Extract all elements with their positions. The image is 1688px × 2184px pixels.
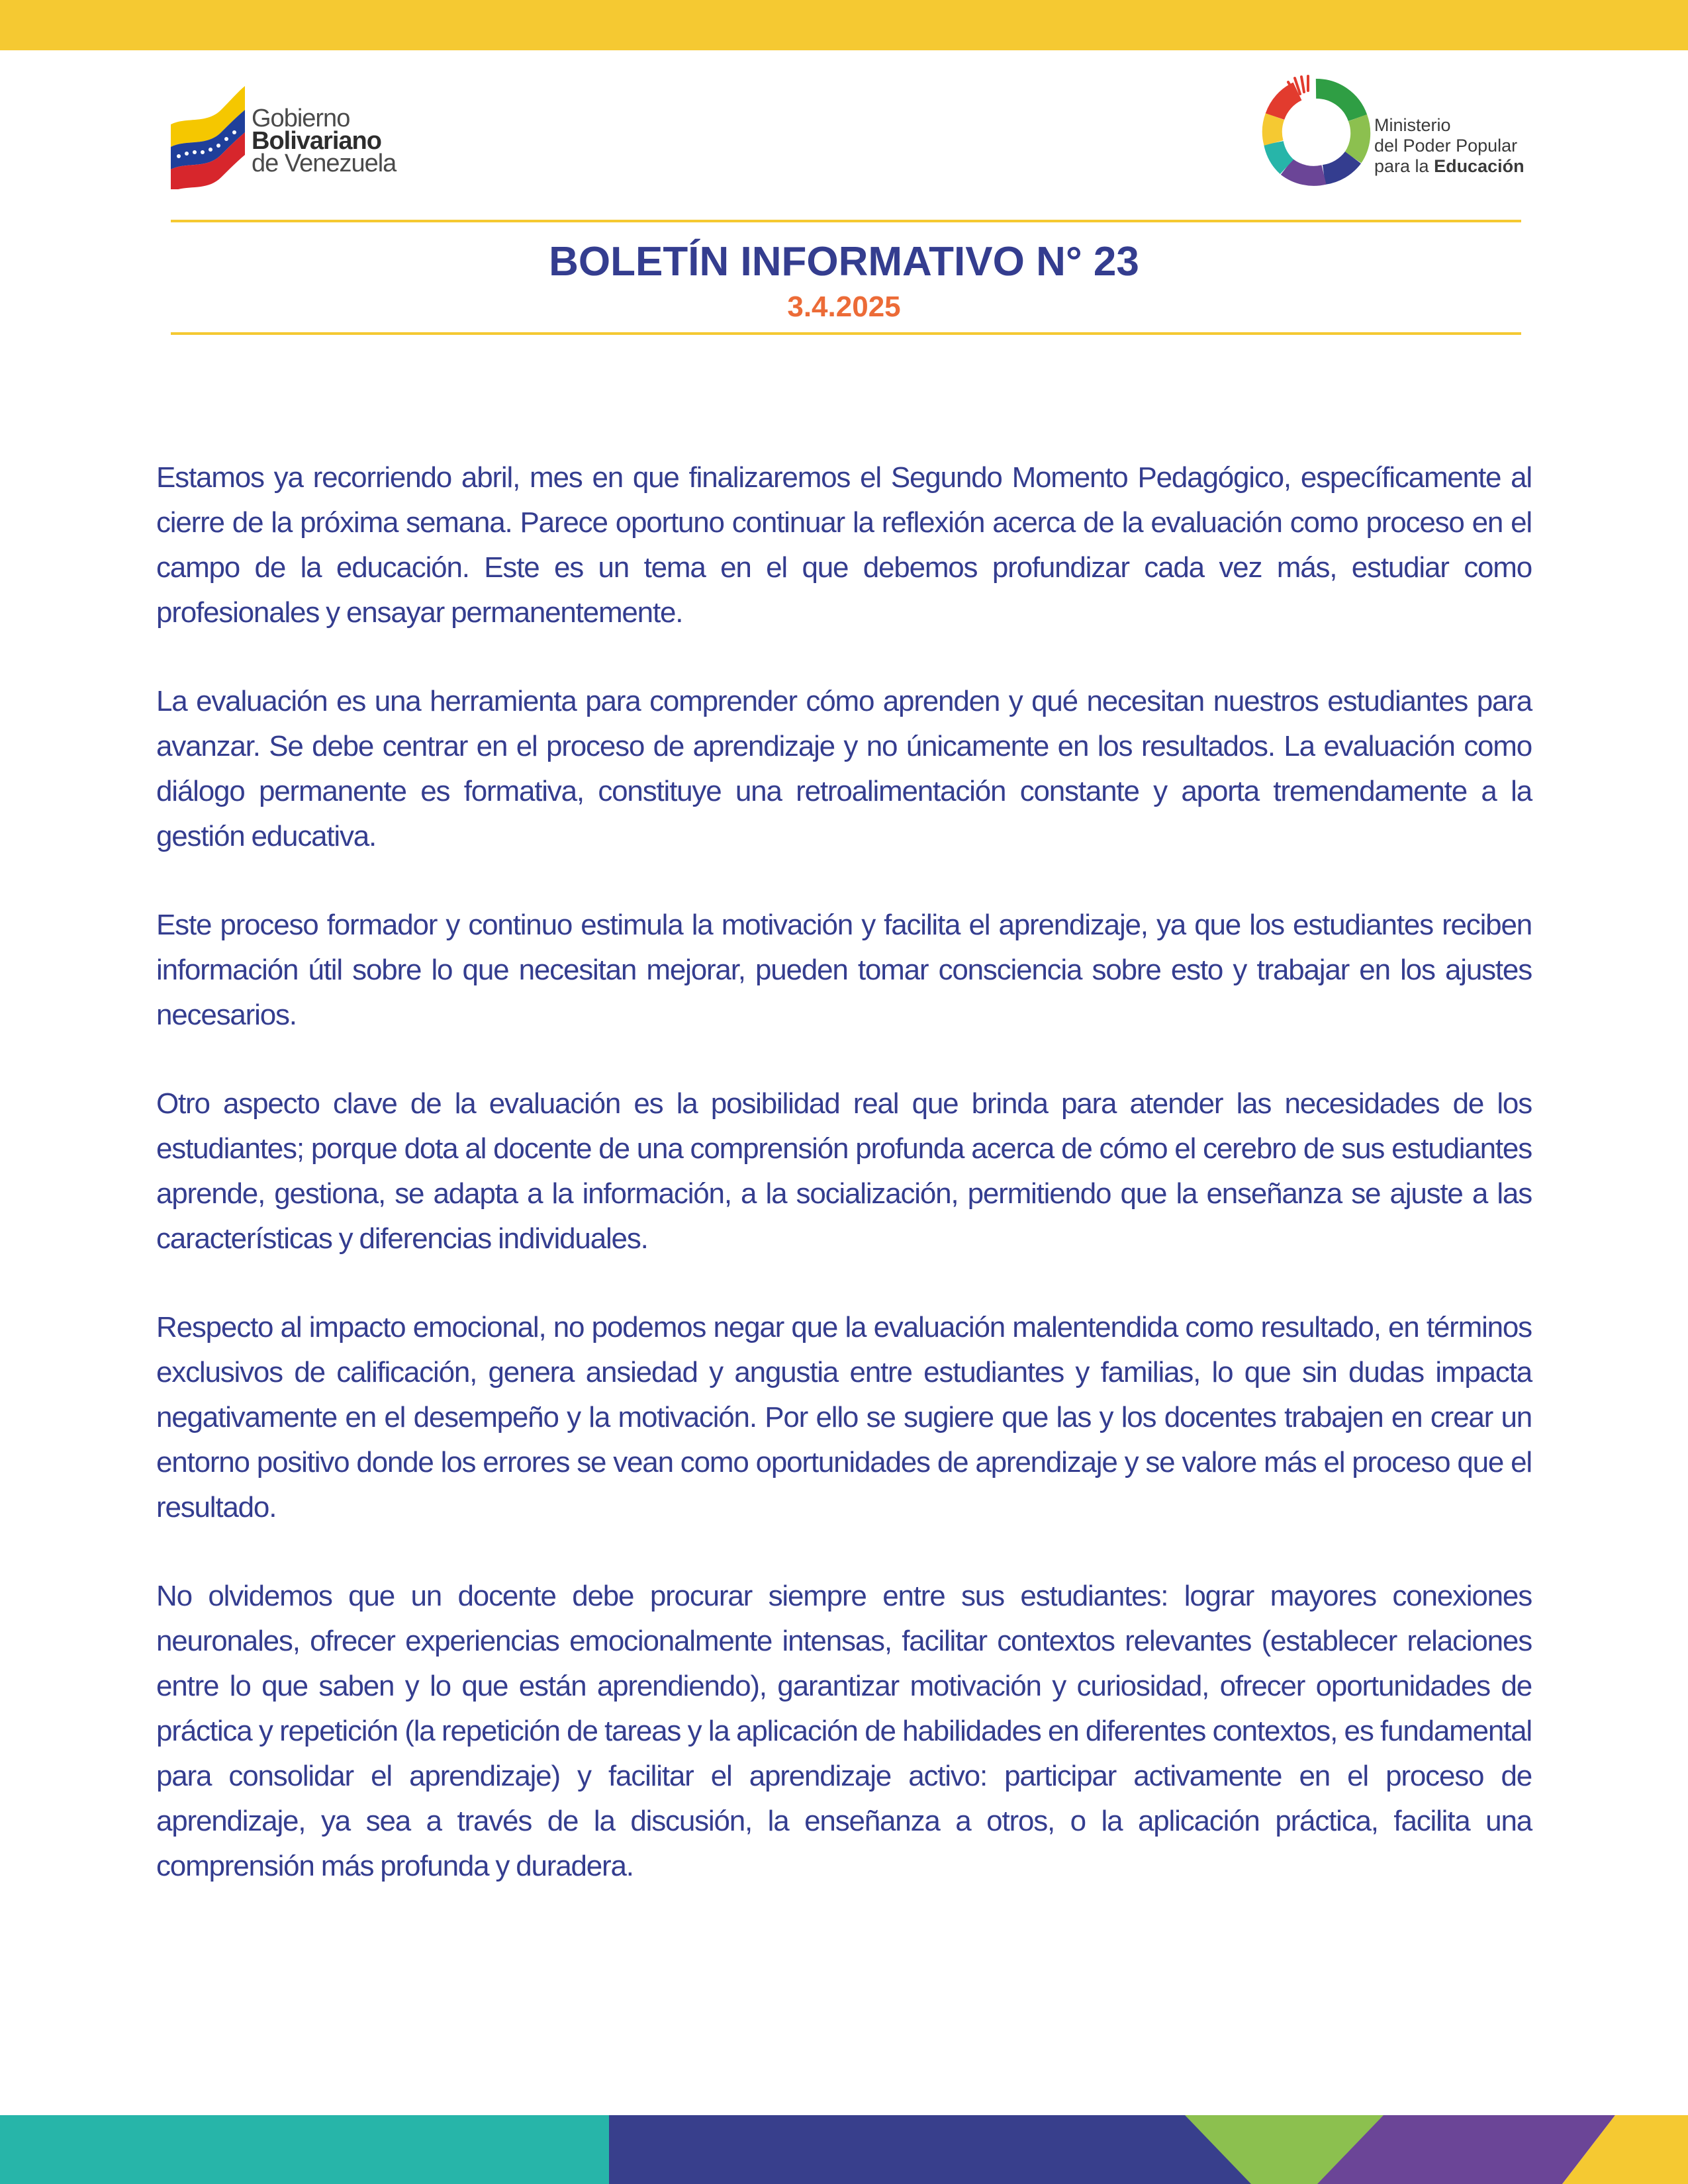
ministry-logo-line2: del Poder Popular <box>1374 136 1518 156</box>
bulletin-body <box>156 455 1532 1933</box>
gov-logo-line3: de Venezuela <box>252 150 397 177</box>
ministry-ring-icon <box>1260 74 1372 193</box>
body-paragraph-5: Respecto al impacto emocional, no podemos negar que la evaluación malentendida como resultado, en términos exclusivos de calificación, genera ansiedad y angustia entre estudiantes y familias, lo que sin dudas impacta negativamente en el desempeño y la motivación. Por ello se sugiere que las y los docentes trabajen en crear un entorno positivo donde los errores se vean como oportunidades de aprendizaje y se valore más el proceso que el resultado. <box>156 1311 1532 1524</box>
gov-logo-line2: Bolivariano <box>252 127 381 155</box>
body-paragraph-1: Estamos ya recorriendo abril, mes en que finalizaremos el Segundo Momento Pedagógico, específicamente al cierre de la próxima semana. Parece oportuno continuar la reflexión acerca de la evaluación como proceso en el campo de la educación. Este es un tema en el que debemos profundizar cada vez más, estudiar como profesionales y ensayar permanentemente. <box>156 461 1532 629</box>
body-paragraph-6: No olvidemos que un docente debe procurar siempre entre sus estudiantes: lograr mayores conexiones neuronales, ofrecer experiencias emocionalmente intensas, facilitar contextos relevantes (establecer relaciones entre lo que saben y lo que están aprendiendo), garantizar motivación y curiosidad, ofrecer oportunidades de práctica y repetición (la repetición de tareas y la aplicación de habilidades en diferentes contextos, es fundamental para consolidar el aprendizaje) y facilitar el aprendizaje activo: participar activamente en el proceso de aprendizaje, ya sea a través de la discusión, la enseñanza a otros, o la aplicación práctica, facilita una comprensión más profunda y duradera. <box>156 1580 1532 1882</box>
ministry-logo-line1: Ministerio <box>1374 115 1451 135</box>
ministry-logo-line3-prefix: para la <box>1374 156 1434 176</box>
body-paragraph-4: Otro aspecto clave de la evaluación es la posibilidad real que brinda para atender las necesidades de los estudiantes; porque dota al docente de una comprensión profunda acerca de cómo el cerebro de sus estudiantes aprende, gestiona, se adapta a la información, a la socialización, permitiendo que la enseñanza se ajuste a las características y diferencias individuales. <box>156 1087 1532 1255</box>
body-paragraph-2: La evaluación es una herramienta para comprender cómo aprenden y qué necesitan nuestros estudiantes para avanzar. Se debe centrar en el proceso de aprendizaje y no únicamente en los resultados. La evaluación como diálogo permanente es formativa, constituye una retroalimentación constante y aporta tremendamente a la gestión educativa. <box>156 685 1532 852</box>
gov-logo-line1: Gobierno <box>252 105 350 132</box>
venezuela-flag-icon <box>167 83 249 189</box>
bulletin-date: 3.4.2025 <box>787 291 901 323</box>
ministerio-educacion-logo <box>1260 74 1525 193</box>
top-color-band <box>0 0 1688 50</box>
bottom-band-teal <box>0 2115 609 2184</box>
title-top-divider <box>171 220 1521 222</box>
gobierno-logo-text <box>252 107 396 175</box>
gobierno-bolivariano-logo <box>167 83 432 189</box>
ministry-logo-line3-bold: Educación <box>1434 156 1524 176</box>
title-bottom-divider <box>171 332 1521 335</box>
bottom-color-band <box>0 2115 1688 2184</box>
bulletin-title: BOLETÍN INFORMATIVO N° 23 <box>549 239 1139 285</box>
bottom-band-indigo <box>609 2115 1271 2184</box>
body-paragraph-3: Este proceso formador y continuo estimula la motivación y facilita el aprendizaje, ya que los estudiantes reciben información útil sobre lo que necesitan mejorar, pueden tomar consciencia sobre esto y trabajar en los ajustes necesarios. <box>156 909 1532 1031</box>
ministry-logo-text <box>1374 115 1524 177</box>
ministry-logo-line3 <box>1374 156 1524 177</box>
